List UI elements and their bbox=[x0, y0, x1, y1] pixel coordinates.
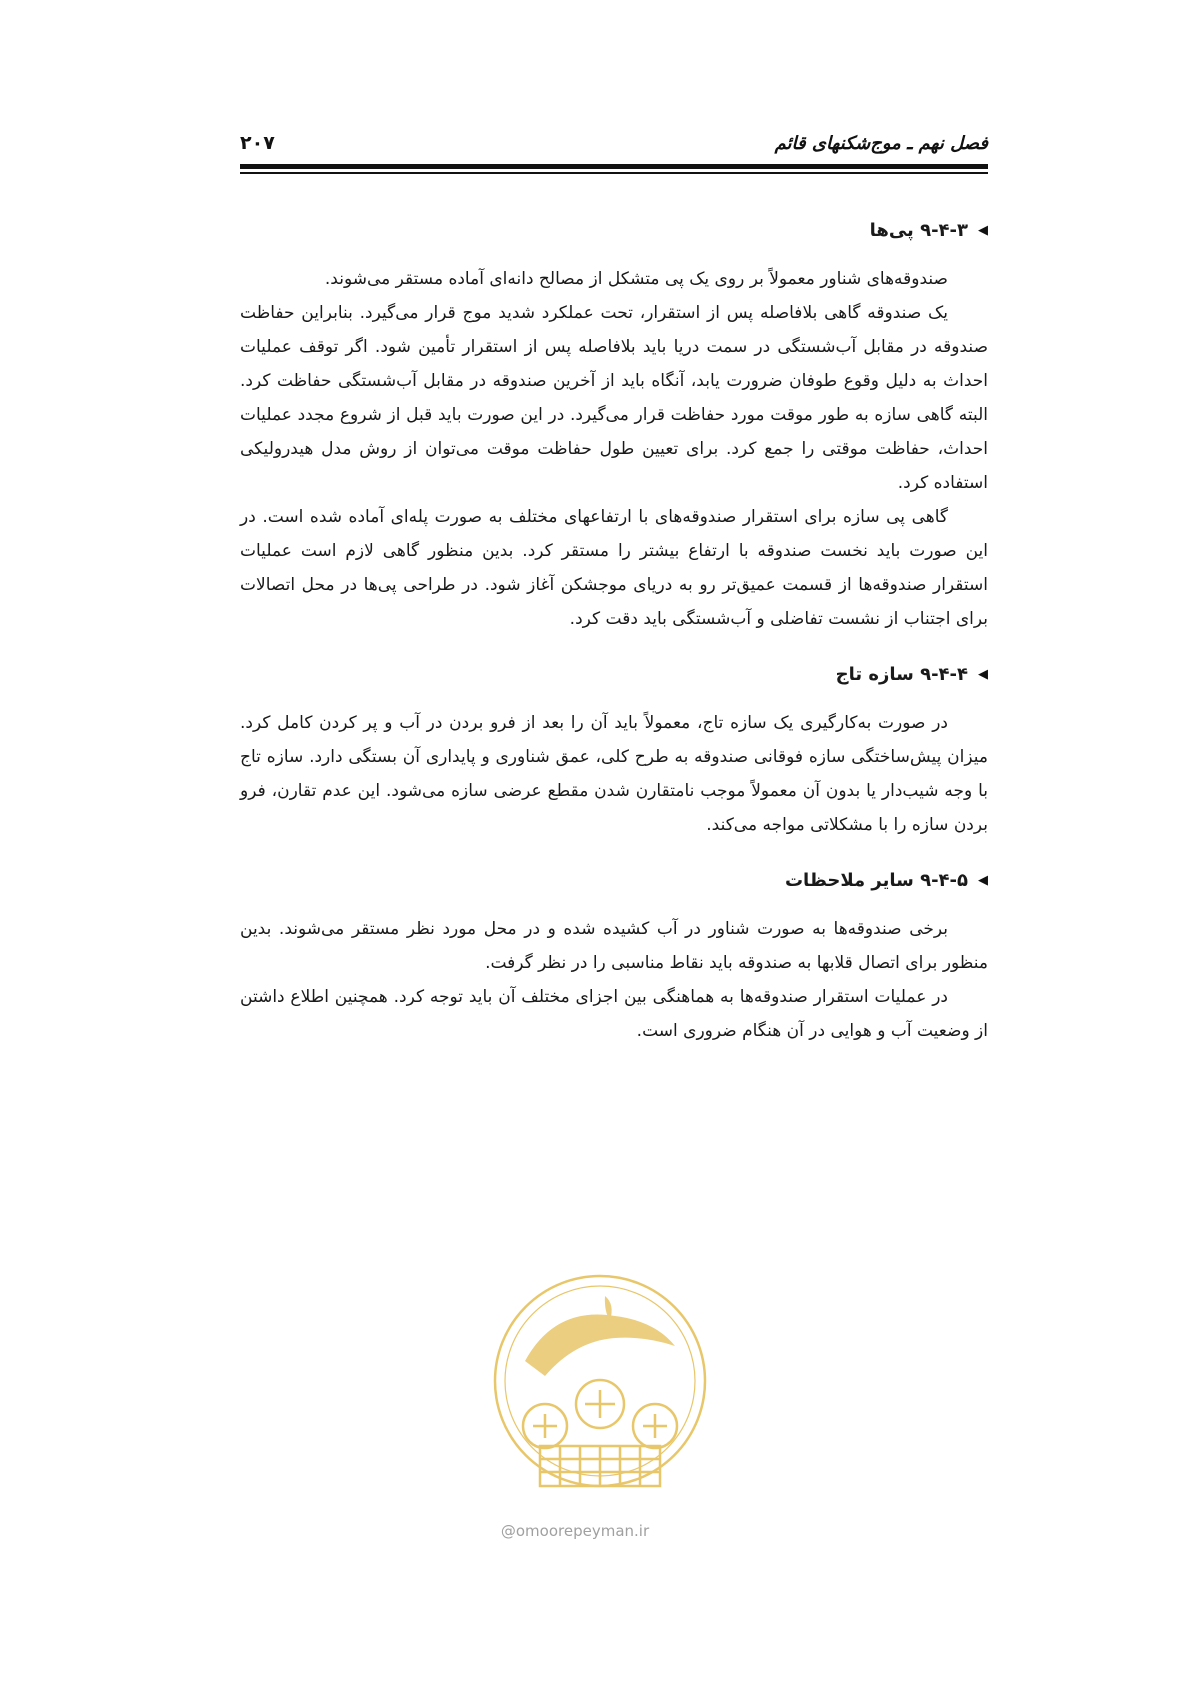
section-heading-text: ۹-۴-۳ پی‌ها bbox=[869, 220, 968, 241]
section-heading bbox=[240, 658, 988, 692]
paragraph: در صورت به‌کارگیری یک سازه تاج، معمولاً باید آن را بعد از فرو بردن در آب و پر کردن کامل کرد. میزان پیش‌ساختگی سازه فوقانی صندوقه به طرح کلی، عمق شناوری و پایداری آن بستگی دارد. سازه تاج با وجه شیب‌دار یا بدون آن معمولاً موجب نامتقارن شدن مقطع عرضی سازه می‌شود. این عدم تقارن، فرو بردن سازه را با مشکلاتی مواجه می‌کند. bbox=[240, 713, 988, 835]
paragraph: یک صندوقه گاهی بلافاصله پس از استقرار، تحت عملکرد شدید موج قرار می‌گیرد. بنابراین حفاظت صندوقه در مقابل آب‌شستگی در سمت دریا باید بلافاصله پس از استقرار تأمین شود. اگر توقف عملیات احداث به دلیل وقوع طوفان ضرورت یابد، آنگاه باید از آخرین صندوقه در مقابل آب‌شستگی حفاظت کرد. البته گاهی سازه به طور موقت مورد حفاظت قرار می‌گیرد. در این صورت باید قبل از شروع مجدد عملیات احداث، حفاظت موقتی را جمع کرد. برای تعیین طول حفاظت موقت می‌توان از روش مدل هیدرولیکی استفاده کرد. bbox=[240, 303, 988, 493]
header-rule-thick bbox=[240, 164, 988, 169]
triangle-bullet-icon: ◀ bbox=[978, 667, 988, 682]
watermark-logo bbox=[485, 1266, 715, 1506]
running-head bbox=[240, 128, 988, 158]
triangle-bullet-icon: ◀ bbox=[978, 873, 988, 888]
paragraph: گاهی پی سازه برای استقرار صندوقه‌های با ارتفاعهای مختلف به صورت پله‌ای آماده شده است. در این صورت باید نخست صندوقه با ارتفاع بیشتر را مستقر کرد. بدین منظور گاهی لازم است عملیات استقرار صندوقه‌ها از قسمت عمیق‌تر رو به دریای موجشکن آغاز شود. در طراحی پی‌ها در محل اتصالات برای اجتناب از نشست تفاضلی و آب‌شستگی باید دقت کرد. bbox=[240, 507, 988, 629]
page-body bbox=[240, 214, 988, 1048]
section-heading bbox=[240, 864, 988, 898]
watermark-url: @omoorepeyman.ir bbox=[500, 1522, 650, 1540]
header-rule-thin bbox=[240, 172, 988, 174]
section-heading-text: ۹-۴-۴ سازه تاج bbox=[835, 664, 968, 685]
paragraph: در عملیات استقرار صندوقه‌ها به هماهنگی بین اجزای مختلف آن باید توجه کرد. همچنین اطلاع داشتن از وضعیت آب و هوایی در آن هنگام ضروری است. bbox=[240, 987, 988, 1041]
chapter-title: فصل نهم ـ موج‌شکنهای قائم bbox=[774, 132, 988, 154]
triangle-bullet-icon: ◀ bbox=[978, 223, 988, 238]
page-number: ۲۰۷ bbox=[240, 132, 275, 154]
paragraph: برخی صندوقه‌ها به صورت شناور در آب کشیده شده و در محل مورد نظر مستقر می‌شوند. بدین منظور برای اتصال قلابها به صندوقه باید نقاط مناسبی را در نظر گرفت. bbox=[240, 919, 988, 973]
section-heading-text: ۹-۴-۵ سایر ملاحظات bbox=[784, 870, 968, 891]
paragraph: صندوقه‌های شناور معمولاً بر روی یک پی متشکل از مصالح دانه‌ای آماده مستقر می‌شوند. bbox=[324, 269, 948, 289]
section-heading bbox=[240, 214, 988, 248]
